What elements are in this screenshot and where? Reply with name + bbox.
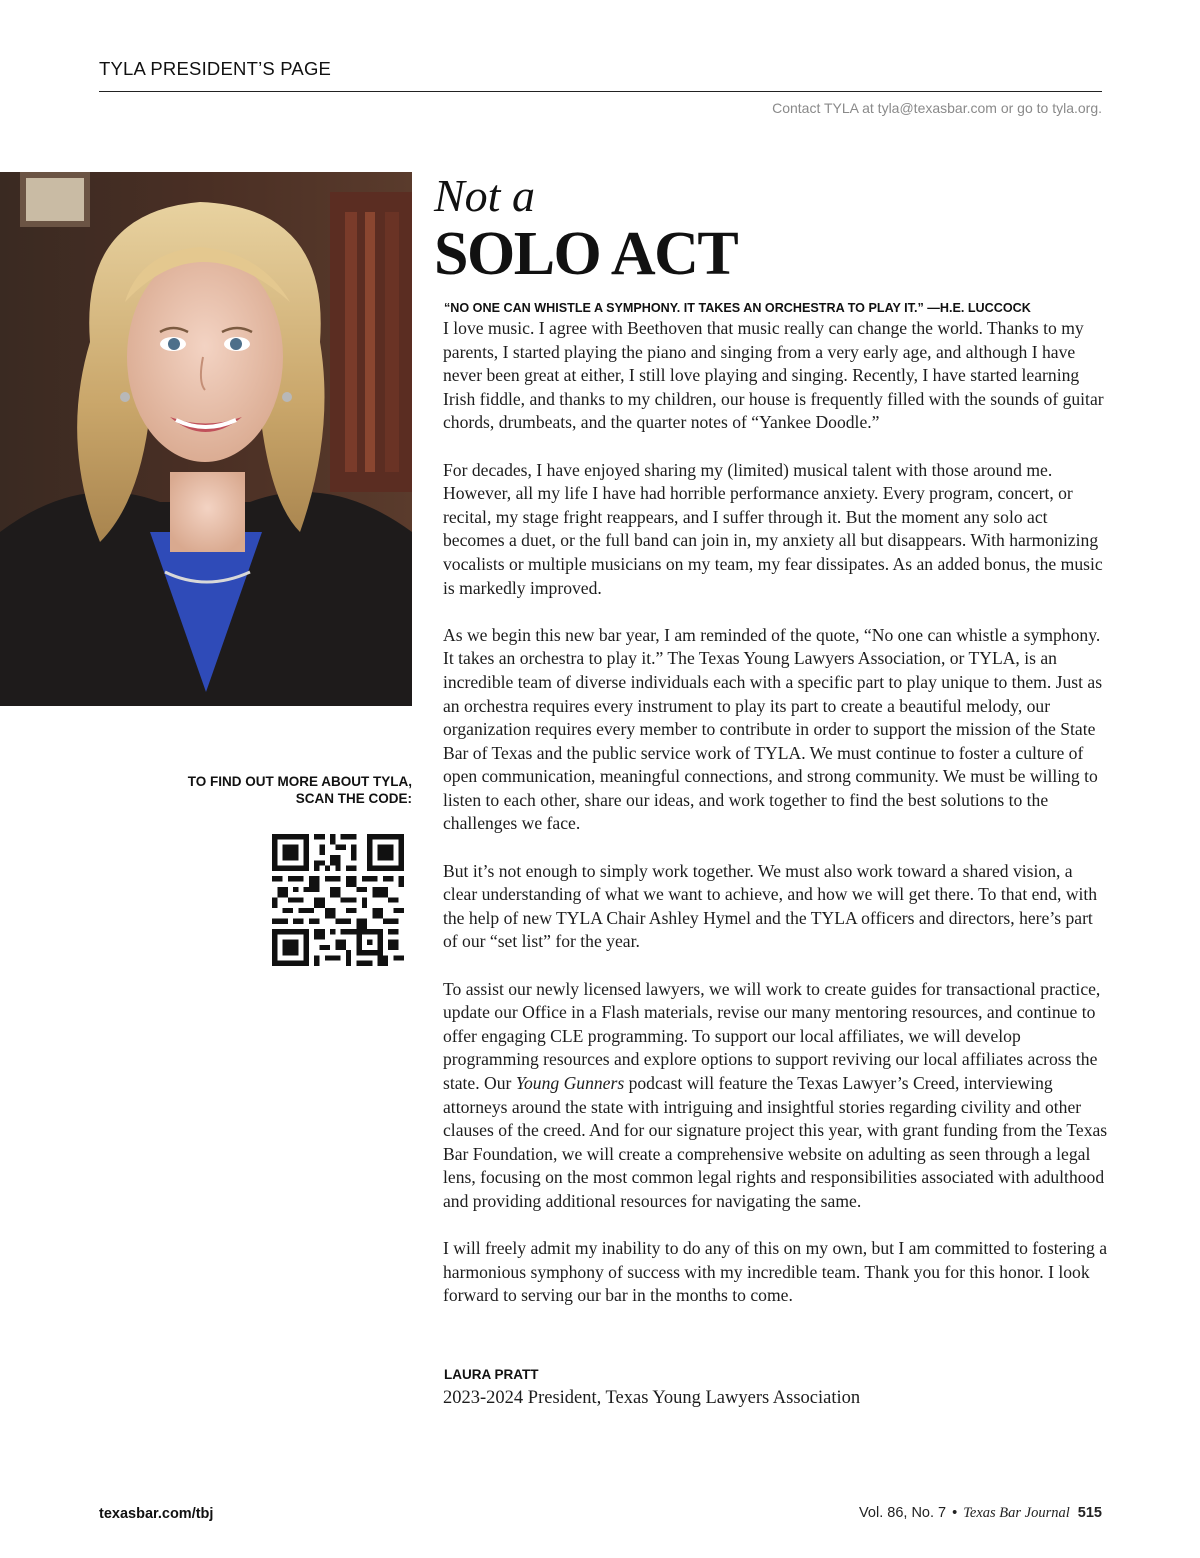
qr-caption-line1: TO FIND OUT MORE ABOUT TYLA, — [187, 774, 412, 789]
footer-website[interactable]: texasbar.com/tbj — [99, 1506, 214, 1522]
pull-quote: “NO ONE CAN WHISTLE A SYMPHONY. IT TAKES AN ORCHESTRA TO PLAY IT.” —H.E. LUCCOCK — [444, 301, 1031, 315]
signature-title: 2023-2024 President, Texas Young Lawyers Association — [443, 1388, 861, 1408]
journal-name: Texas Bar Journal — [963, 1505, 1070, 1521]
paragraph: I will freely admit my inability to do any of this on my own, but I am committed to fostering a harmonious symphony of success with my incredible team. Thank you for this honor. I look forward to serving our bar in the months to come. — [443, 1238, 1108, 1306]
contact-line: Contact TYLA at tyla@texasbar.com or go to tyla.org. — [772, 100, 1102, 116]
volume-issue: Vol. 86, No. 7 — [859, 1505, 947, 1521]
paragraph-text: podcast will feature the Texas Lawyer’s Creed, interviewing attorneys around the state with intriguing and insightful stories regarding civility and other clauses of the creed. And for our signature project this year, with grant funding from the Texas Bar Foundation, we will create a comprehensive website on adulting as seen through a legal lens, focusing on the most common legal rights and responsibilities associated with adulthood and providing additional resources for navigating the same. — [443, 1073, 1108, 1211]
page-number: 515 — [1077, 1505, 1102, 1521]
footer-citation — [859, 1505, 1102, 1522]
title-large: SOLO ACT — [434, 220, 738, 288]
podcast-title: Young Gunners — [515, 1073, 625, 1093]
signature-name: LAURA PRATT — [444, 1367, 539, 1382]
title-small: Not a — [434, 170, 535, 221]
section-label: TYLA PRESIDENT’S PAGE — [99, 58, 332, 79]
paragraph: As we begin this new bar year, I am reminded of the quote, “No one can whistle a symphony. It takes an orchestra to play it.” The Texas Young Lawyers Association, or TYLA, is an incredible team of diverse individuals each with a specific part to play unique to them. Just as an orchestra requires every instrument to play its part to create a beautiful melody, our organization requires every member to contribute in order to support the mission of the State Bar of Texas and the public service work of TYLA. We must continue to foster a culture of open communication, meaningful connections, and strong community. We must be willing to listen to each other, share our ideas, and work together to find the best solutions to the challenges we face. — [443, 624, 1103, 834]
qr-caption — [92, 773, 412, 807]
author-photo — [0, 172, 412, 706]
qr-caption-line2: SCAN THE CODE: — [295, 791, 412, 806]
bullet-separator: • — [952, 1505, 958, 1521]
paragraph — [443, 978, 1108, 1214]
paragraph: But it’s not enough to simply work together. We must also work toward a shared vision, a clear understanding of what we want to achieve, and how we will get there. To that end, with the help of new TYLA Chair Ashley Hymel and the TYLA officers and directors, here’s part of our “set list” for the year. — [443, 860, 1098, 952]
paragraph-text: To assist our newly licensed lawyers, we will work to create guides for transactional practice, update our Office in a Flash materials, revise our many mentoring resources, and continue to offer engaging CLE programming. To support our local affiliates, we will develop programming resources and explore options to support reviving our local affiliates across the state. Our — [443, 978, 1101, 1093]
article-body — [443, 317, 1108, 1332]
paragraph: For decades, I have enjoyed sharing my (limited) musical talent with those around me. However, all my life I have had horrible performance anxiety. Every program, concert, or recital, my stage fright reappears, and I suffer through it. But the moment any solo act becomes a duet, or the full band can join in, my anxiety all but disappears. With harmonizing vocalists or multiple musicians on my team, my fear dissipates. As an added bonus, the music is markedly improved. — [443, 459, 1103, 598]
paragraph: I love music. I agree with Beethoven that music really can change the world. Thanks to my parents, I started playing the piano and singing from a very early age, and although I have never been great at either, I still love playing and singing. Recently, I have started learning Irish fiddle, and thanks to my children, our house is frequently filled with the sounds of guitar chords, drumbeats, and the quarter notes of “Yankee Doodle.” — [443, 318, 1104, 433]
header-rule — [99, 91, 1102, 92]
qr-code[interactable] — [272, 834, 404, 966]
